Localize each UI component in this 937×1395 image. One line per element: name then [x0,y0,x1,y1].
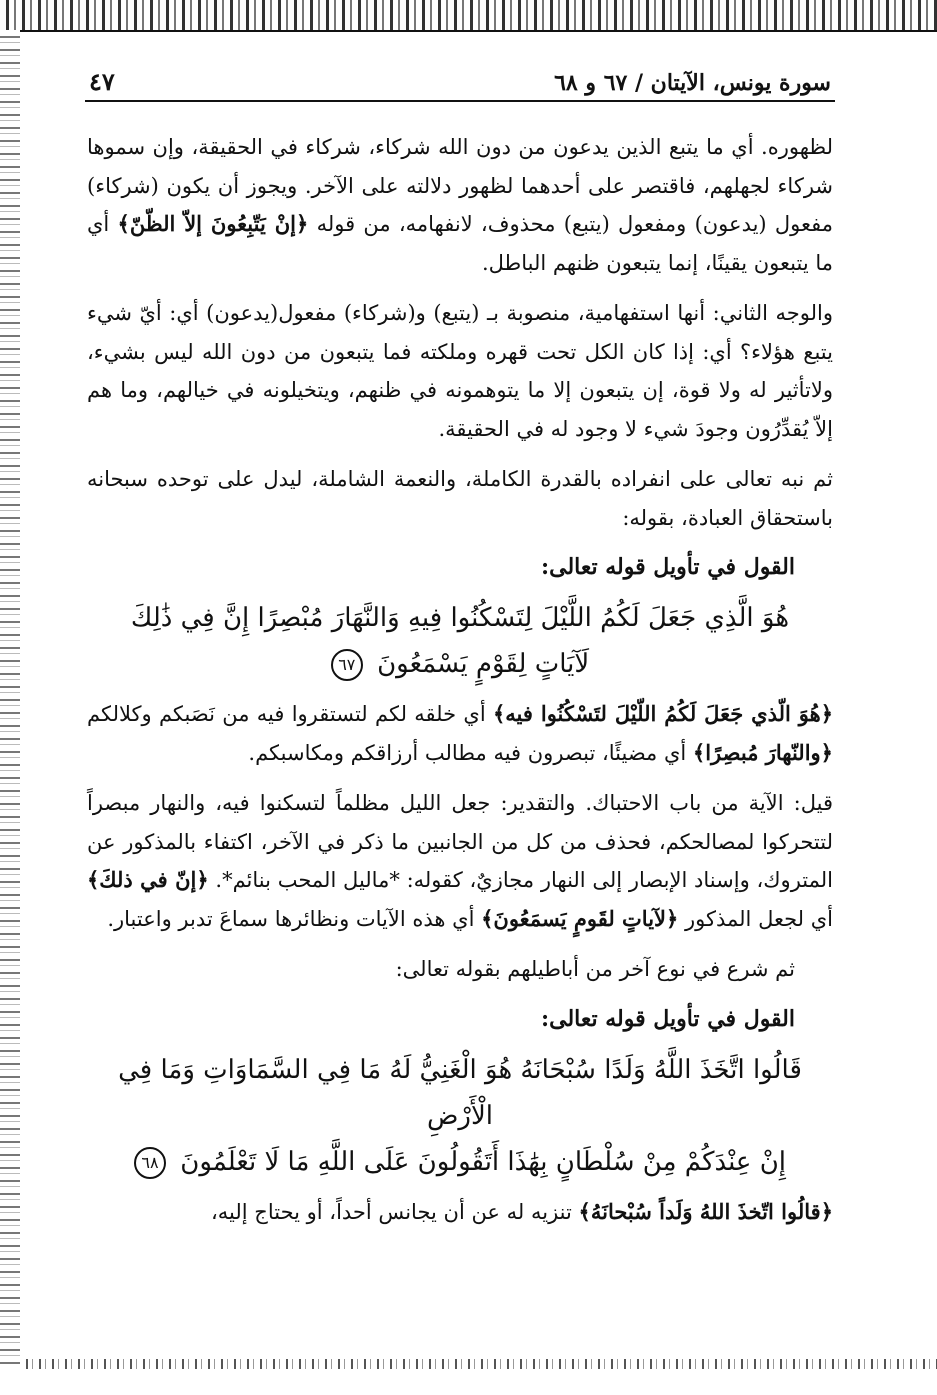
section-heading-2: القول في تأويل قوله تعالى: [541,1005,795,1032]
page-number: ٤٧ [89,67,115,96]
verse-line: قَالُوا اتَّخَذَ اللَّهُ وَلَدًا سُبْحَانَهُ هُوَ الْغَنِيُّ لَهُ مَا فِي السَّمَاوَاتِ وَمَا فِي الْأَرْضِ [118,1054,802,1131]
quran-quote: ﴿لآياتٍ لقَومٍ يَسمَعُونَ﴾ [481,905,679,931]
section-heading-1: القول في تأويل قوله تعالى: [541,554,795,580]
ornamental-border-top [0,0,937,32]
verse-line: هُوَ الَّذِي جَعَلَ لَكُمُ اللَّيْلَ لِتَسْكُنُوا فِيهِ وَالنَّهَارَ مُبْصِرًا إِنَّ فِي ذَٰلِكَ [130,603,790,633]
quran-verse-68 [85,1047,835,1185]
verse-text: لَآيَاتٍ لِقَوْمٍ يَسْمَعُونَ [377,649,590,679]
running-title: سورة يونس، الآيتان / ٦٧ و ٦٨ [554,70,831,96]
quran-quote: ﴿هُوَ الّذي جَعَلَ لَكُمُ اللّيْلَ لتَسْكُنُوا فيه﴾ [492,701,833,726]
quran-quote: ﴿والنّهارَ مُبصِرًا﴾ [692,739,833,765]
paragraph-text: أي هذه الآيات ونظائرها سماعَ تدبر واعتبار. [107,906,482,931]
paragraph-text: تنزيه له عن أن يجانس أحداً، أو يحتاج إليه، [211,1199,579,1224]
paragraph-1 [85,128,835,282]
verse-number-marker: ٦٧ [331,649,363,681]
paragraph-text: قيل: الآية من باب الاحتباك. والتقدير: جعل الليل مظلماً لتسكنوا فيه، والنهار مبصراً لتتحركوا لمصالحكم، فحذف من كل من الجانبين ما ذكر في الآخر، اكتفاء بالمذكور عن المتروك، وإسناد الإبصار إلى النهار مجازيٌ، كقوله: *ماليل المحب بنائم*. [87,791,833,892]
paragraph-text: لظهوره. أي ما يتبع الذين يدعون من دون الله شركاء، شركاء في الحقيقة، وإن سموها شركاء لجهلهم، فاقتصر على أحدهما لظهور دلالته على الآخر. ويجوز أن يكون (شركاء) مفعول (يدعون) ومفعول (يتبع) محذوف، لانفهامه، من قوله [87,135,833,236]
quran-verse-67 [85,595,835,687]
ornamental-border-left [0,30,20,1365]
paragraph-2: والوجه الثاني: أنها استفهامية، منصوبة بـ (يتبع) و(شركاء) مفعول(يدعون) أي: أيّ شيء يتبع هؤلاء؟ أي: إذا كان الكل تحت قهره وملكته فما يتبعون من دون الله ليس بشيء، ولاتأثير له ولا قوة، إن يتبعون إلا ما يتوهمونه في ظنهم، ويتخيلونه في خيالهم، وما هم إلاّ يُقدِّرُون وجودَ شيء لا وجود له في الحقيقة. [87,301,833,441]
paragraph-text: أي مضيئًا، تبصرون فيه مطالب أرزاقكم ومكاسبكم. [248,740,693,765]
verse-number-marker: ٦٨ [134,1147,166,1179]
paragraph-6: ثم شرع في نوع آخر من أباطيلهم بقوله تعالى: [395,957,795,981]
page-header [85,50,835,102]
paragraph-5 [85,784,835,938]
book-page [85,50,835,1350]
paragraph-text: أي ما يتبعون يقينًا، إنما يتبعون ظنهم الباطل. [87,212,833,275]
ornamental-border-bottom [20,1359,937,1369]
paragraph-text: أي لجعل المذكور [678,906,833,931]
verse-line [85,641,835,687]
verse-line [85,1139,835,1185]
quran-quote: ﴿إنْ يَتّبِعُونَ إلاّ الظّنّ﴾ [117,211,309,236]
quran-quote: ﴿إنّ في ذلكَ﴾ [87,867,209,892]
paragraph-text: أي خلقه لكم لتستقروا فيه من نَصَبكم وكلالكم [87,702,493,726]
paragraph-3: ثم نبه تعالى على انفراده بالقدرة الكاملة، والنعمة الشاملة، ليدل على توحده سبحانه باستحقاق العبادة، بقوله: [87,467,833,530]
verse-text: إِنْ عِنْدَكُمْ مِنْ سُلْطَانٍ بِهَٰذَا أَتَقُولُونَ عَلَى اللَّهِ مَا لَا تَعْلَمُونَ [180,1146,787,1177]
paragraph-7 [85,1193,835,1232]
paragraph-4 [85,695,835,772]
page-body [85,128,835,1231]
quran-quote: ﴿قالُوا اتّخذَ اللهُ وَلَداً سُبْحانَهُ﴾ [578,1198,833,1224]
